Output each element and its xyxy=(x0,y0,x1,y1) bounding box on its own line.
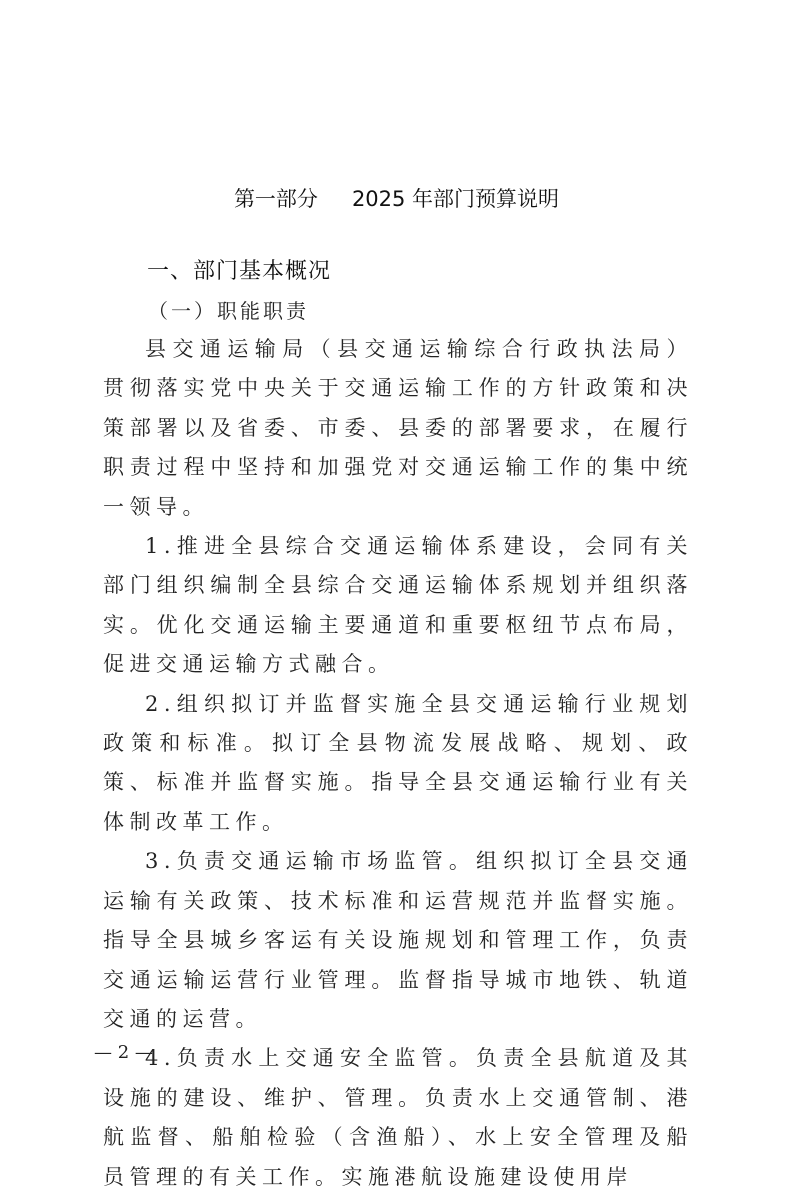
paragraph-item-4: 4.负责水上交通安全监管。负责全县航道及其设施的建设、维护、管理。负责水上交通管制、港航监督、船舶检验（含渔船）、水上安全管理及船员管理的有关工作。实施港航设施建设使用岸 xyxy=(103,1046,693,1189)
subsection-heading: （一）职能职责 xyxy=(148,299,309,323)
paragraph-item-3: 3.负责交通运输市场监管。组织拟订全县交通运输有关政策、技术标准和运营规范并监督实施。指导全县城乡客运有关设施规划和管理工作，负责交通运输运营行业管理。监督指导城市地铁、轨道交通的运营。 xyxy=(103,849,693,1031)
paragraph-item-2: 2.组织拟订并监督实施全县交通运输行业规划政策和标准。拟订全县物流发展战略、规划、政策、标准并监督实施。指导全县交通运输行业有关体制改革工作。 xyxy=(103,691,693,834)
paragraph-intro: 县交通运输局（县交通运输综合行政执法局）贯彻落实党中央关于交通运输工作的方针政策和决策部署以及省委、市委、县委的部署要求，在履行职责过程中坚持和加强党对交通运输工作的集中统一领导。 xyxy=(103,337,693,519)
title-part: 第一部分 xyxy=(233,187,318,211)
paragraph-item-1: 1.推进全县综合交通运输体系建设，会同有关部门组织编制全县综合交通运输体系规划并组织落实。优化交通运输主要通道和重要枢纽节点布局，促进交通运输方式融合。 xyxy=(103,534,693,677)
page-title xyxy=(0,183,793,215)
section-heading: 一、部门基本概况 xyxy=(147,259,332,284)
body-text xyxy=(103,330,693,1197)
title-main: 2025 年部门预算说明 xyxy=(351,187,560,211)
page-number: — 2 — xyxy=(94,1042,153,1063)
